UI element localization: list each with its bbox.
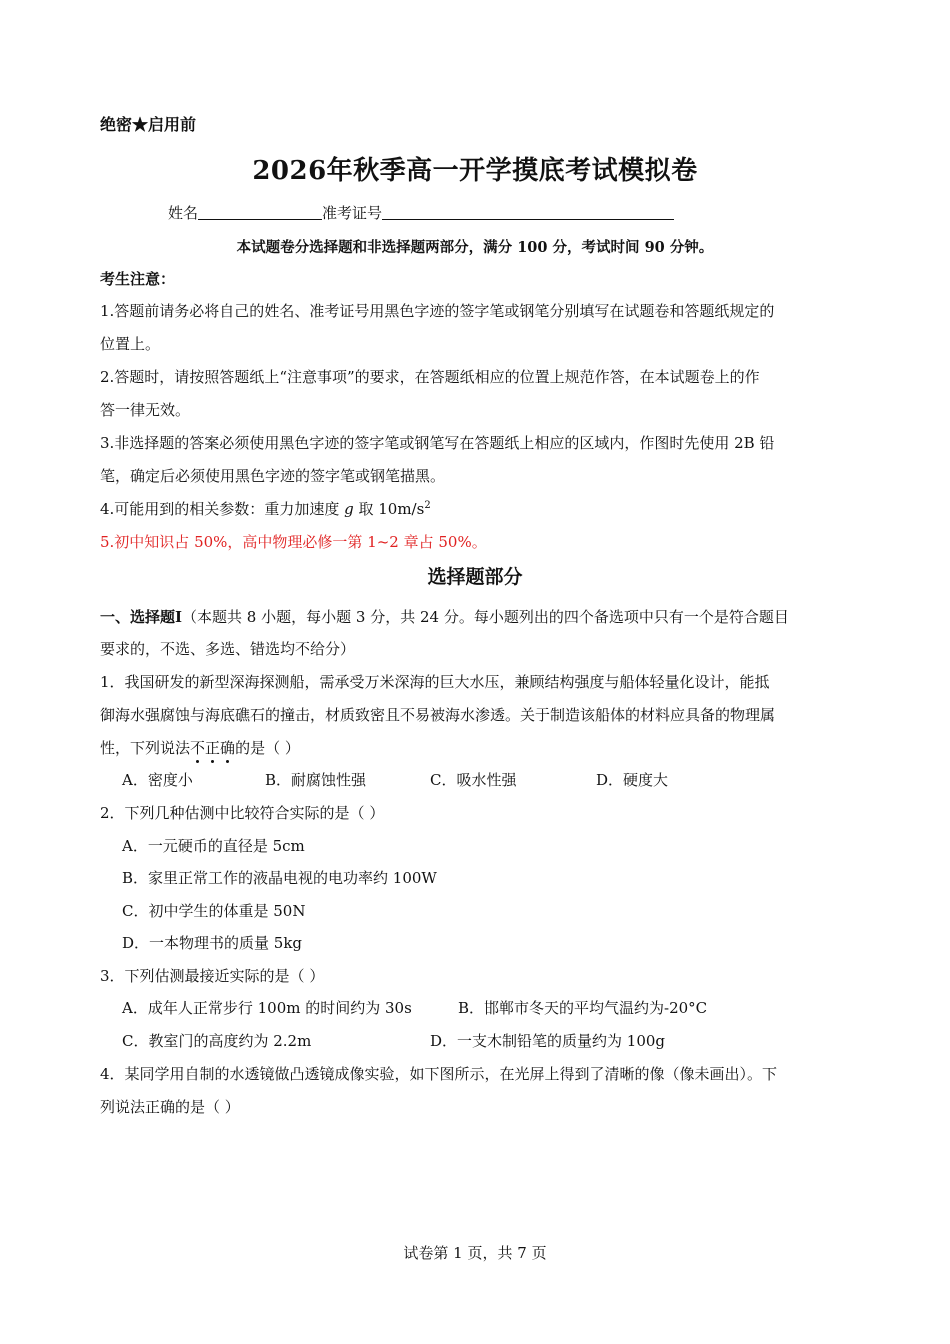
candidate-info: [168, 202, 674, 223]
notice-item-4-prefix: 4.可能用到的相关参数：重力加速度: [100, 500, 345, 518]
part-description: （本题共 8 小题，每小题 3 分，共 24 分。每小题列出的四个备选项中只有一个是符合题目: [182, 608, 789, 626]
secret-mark: 绝密★启用前: [100, 115, 197, 134]
q1-option-c: C．吸水性强: [430, 771, 517, 789]
q2-option-a: A．一元硬币的直径是 5cm: [122, 837, 305, 855]
q1-stem-line-2: 御海水强腐蚀与海底礁石的撞击，材质致密且不易被海水渗透。关于制造该船体的材料应具备的物理属: [100, 706, 776, 724]
notice-item-4-exponent: 2: [424, 500, 431, 511]
notice-item-1-line-1: 1.答题前请务必将自己的姓名、准考证号用黑色字迹的签字笔或钢笔分别填写在试题卷和答题纸规定的: [100, 302, 775, 320]
q2-option-c: C．初中学生的体重是 50N: [122, 902, 306, 920]
exam-summary: 本试题卷分选择题和非选择题两部分，满分 100 分，考试时间 90 分钟。: [236, 239, 714, 256]
section-title: 选择题部分: [427, 566, 523, 588]
id-label: 准考证号: [322, 204, 383, 222]
notice-item-5: 5.初中知识占 50%，高中物理必修一第 1~2 章占 50%。: [100, 533, 487, 551]
q1-emphasis: [190, 739, 235, 757]
q1-option-a: A．密度小: [122, 771, 193, 789]
q1-emph-char-1: 不: [190, 739, 206, 757]
notice-heading: 考生注意：: [100, 270, 176, 288]
name-field: [198, 204, 322, 220]
name-label: 姓名: [168, 204, 199, 222]
q3-option-a: A．成年人正常步行 100m 的时间约为 30s: [122, 999, 412, 1017]
q4-stem-line-2: 列说法正确的是（ ）: [100, 1098, 240, 1116]
q2-option-d: D．一本物理书的质量 5kg: [122, 934, 303, 952]
q2-stem: 2．下列几种估测中比较符合实际的是（ ）: [100, 804, 385, 822]
q1-stem-line-1: 1．我国研发的新型深海探测船，需承受万米深海的巨大水压，兼顾结构强度与船体轻量化设计，能抵: [100, 673, 770, 691]
notice-item-3-line-1: 3.非选择题的答案必须使用黑色字迹的签字笔或钢笔写在答题纸上相应的区域内，作图时先使用 2B 铅: [100, 434, 775, 452]
part-header-line-2: 要求的，不选、多选、错选均不给分）: [100, 640, 356, 658]
q4-stem-line-1: 4．某同学用自制的水透镜做凸透镜成像实验，如下图所示，在光屏上得到了清晰的像（像未画出）。下: [100, 1065, 778, 1083]
q1-stem-prefix: 性，下列说法: [100, 739, 191, 757]
q1-stem-line-3: [100, 737, 300, 758]
notice-item-3-line-2: 笔，确定后必须使用黑色字迹的签字笔或钢笔描黑。: [100, 467, 446, 485]
part-label: 一、选择题I: [100, 608, 183, 626]
q3-option-d: D．一支木制铅笔的质量约为 100g: [430, 1032, 666, 1050]
q1-stem-suffix: 的是（ ）: [235, 739, 300, 757]
q3-option-b: B．邯郸市冬天的平均气温约为-20°C: [458, 999, 708, 1017]
q3-option-c: C．教室门的高度约为 2.2m: [122, 1032, 312, 1050]
q1-emph-char-2: 正: [205, 739, 221, 757]
gravity-symbol: g: [344, 500, 354, 518]
q3-stem: 3．下列估测最接近实际的是（ ）: [100, 967, 325, 985]
notice-item-2-line-2: 答一律无效。: [100, 401, 191, 419]
q1-option-d: D．硬度大: [596, 771, 669, 789]
page-footer: 试卷第 1 页，共 7 页: [403, 1244, 547, 1262]
notice-item-4: [100, 498, 431, 519]
q2-option-b: B．家里正常工作的液晶电视的电功率约 100W: [122, 869, 437, 887]
exam-title: 2026年秋季高一开学摸底考试模拟卷: [252, 156, 698, 186]
id-field: [382, 204, 674, 220]
notice-item-4-suffix: 取 10m/s: [353, 500, 425, 518]
q1-option-b: B．耐腐蚀性强: [265, 771, 367, 789]
notice-item-1-line-2: 位置上。: [100, 335, 161, 353]
notice-item-2-line-1: 2.答题时，请按照答题纸上“注意事项”的要求，在答题纸相应的位置上规范作答，在本试题卷上的作: [100, 368, 760, 386]
part-header-line-1: [100, 606, 789, 627]
q1-emph-char-3: 确: [220, 739, 236, 757]
